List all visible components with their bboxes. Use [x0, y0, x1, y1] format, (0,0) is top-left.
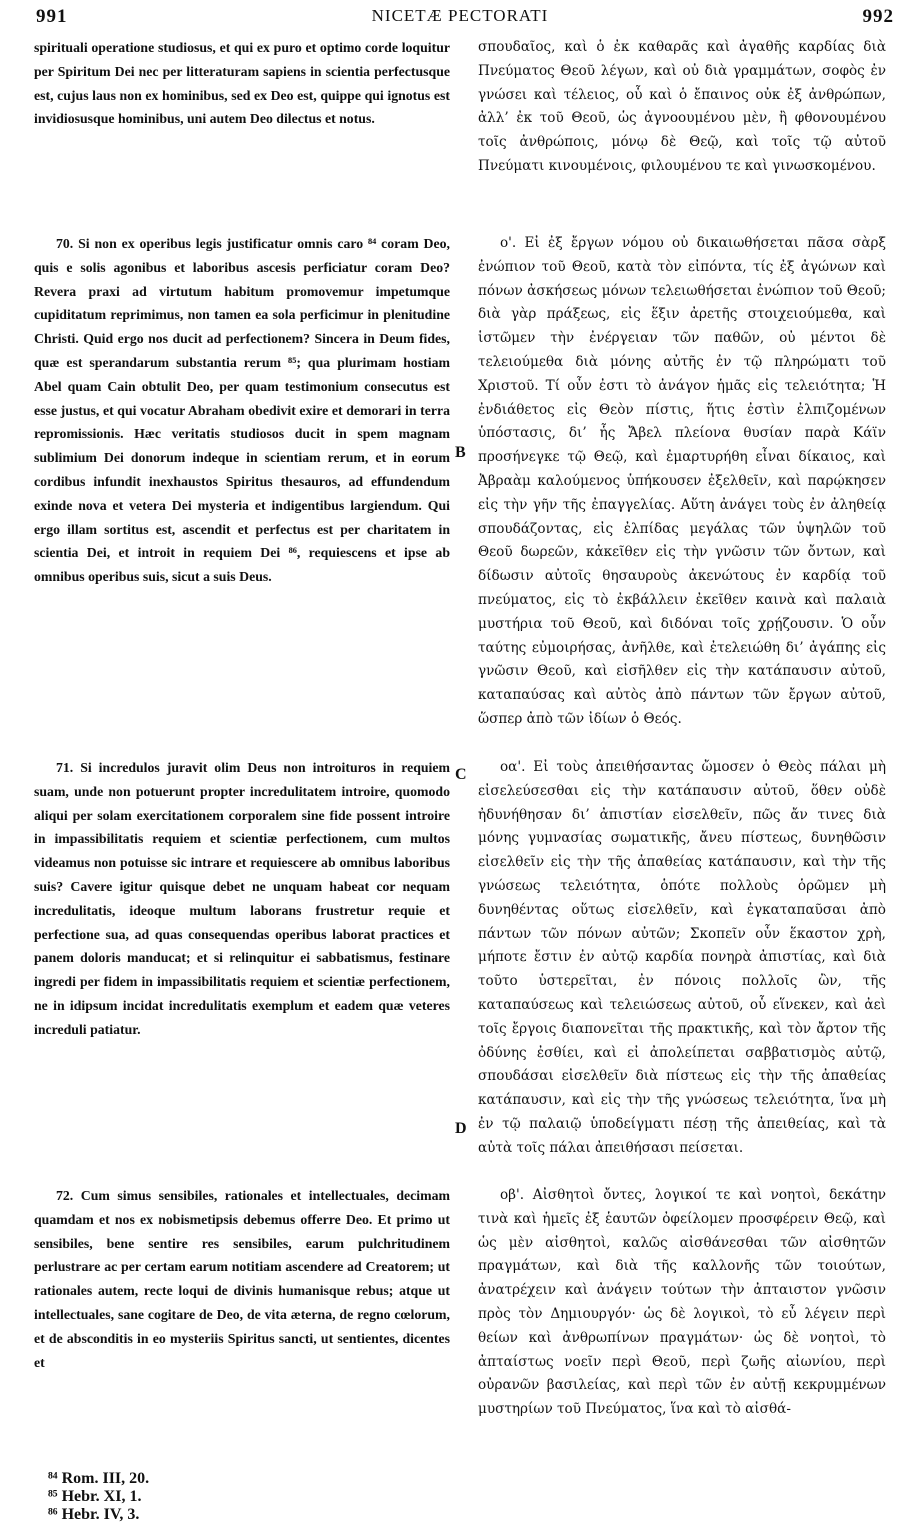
margin-letter-b: B: [455, 444, 466, 461]
greek-paragraph-intro: σπουδαῖος, καὶ ὁ ἐκ καθαρᾶς καὶ ἀγαθῆς καρδίας διὰ Πνεύματος Θεοῦ λέγων, καὶ οὐ διὰ γραμμάτων, σοφὸς ἐν γνώσει καὶ τέλειος, οὗ καὶ ὁ ἔπαινος οὐκ ἐξ ἀνθρώπων, ἀλλ’ ἐκ τοῦ Θεοῦ, ὡς ἀγνοουμένου μὲν, ἢ φθονουμένου τοῖς ἀνθρώποις, μόνῳ δὲ Θεῷ, καὶ τοῖς τῷ αὐτοῦ Πνεύματι κινουμένοις, φιλουμένου τε καὶ γινωσκομένου.: [478, 39, 886, 174]
latin-column: [34, 36, 450, 1370]
running-title: NICETÆ PECTORATI: [371, 6, 549, 25]
footnote-85: ⁸⁵ Hebr. XI, 1.: [48, 1488, 142, 1505]
footnotes: [40, 1452, 540, 1524]
margin-letter-c: C: [455, 766, 467, 783]
greek-paragraph-72: οβ'. Αἰσθητοὶ ὄντες, λογικοί τε καὶ νοητοὶ, δεκάτην τινὰ καὶ ἡμεῖς ἐξ ἑαυτῶν ὀφείλομεν προσφέρειν Θεῷ, καὶ ὡς μὲν αἰσθητοὶ, καλῶς αἰσθάνεσθαι τῶν αἰσθητῶν πραγμάτων, καὶ διὰ τῆς καλλονῆς τῶν τοιούτων, ἀνατρέχειν καὶ ἀνάγειν τούτων τὴν ἀπταιστον γνῶσιν πρὸς τὸν Δημιουργόν· ὡς δὲ λογικοὶ, τὸ εὖ λέγειν περὶ θείων καὶ ἀνθρωπίνων πραγμάτων· ὡς δὲ νοητοὶ, τὸ ἀπταίστως νοεῖν περὶ Θεοῦ, περὶ ζωῆς αἰωνίου, περὶ οὐρανῶν βασιλείας, καὶ περὶ τῶν ἐν αὐτῇ κεκρυμμένων μυστηρίων τοῦ Πνεύματος, ἵνα καὶ τὸ αἰσθά-: [478, 1187, 886, 1418]
footnote-86: ⁸⁶ Hebr. IV, 3.: [48, 1506, 140, 1523]
greek-paragraph-70: ο'. Εἰ ἐξ ἔργων νόμου οὐ δικαιωθήσεται πᾶσα σὰρξ ἐνώπιον τοῦ Θεοῦ, κατὰ τὸν εἰπόντα, τίς ἐξ ἀγώνων καὶ πόνων ἀσκήσεως μόνων τελειωθήσεται ἐνώπιον τοῦ Θεοῦ; διὰ γὰρ πράξεως, εἰς ἕξιν ἀρετῆς στοιχειούμεθα, καὶ ἱστῶμεν τὴν ἐνέργειαν τῶν παθῶν, οὐ μέντοι δὲ τελειούμεθα διὰ μόνης αὐτῆς ἐν τῷ πληρώματι τοῦ Χριστοῦ. Τί οὖν ἐστι τὸ ἀνάγον ἡμᾶς εἰς τελειότητα; Ἡ ἐνδιάθετος εἰς Θεὸν πίστις, ἥτις ἐστὶν ἐλπιζομένων ὑπόστασις, δι’ ἧς Ἄβελ πλείονα θυσίαν παρὰ Κάϊν προσήνεγκε τῷ Θεῷ, καὶ ἐμαρτυρήθη εἶναι δίκαιος, καὶ Ἀβραὰμ καλούμενος ὑπήκουσεν ἐξελθεῖν, καὶ παρῴκησεν εἰς τὴν γῆν τῆς ἐπαγγελίας. Αὕτη ἀνάγει τοὺς ἐν ἀληθείᾳ σπουδάζοντας, εἰς ἐλπίδας μεγάλας τῶν ὑψηλῶν τοῦ Θεοῦ δωρεῶν, κἀκεῖθεν εἰς τὴν γνῶσιν τῶν ὄντων, καὶ δίδωσιν αὐτοῖς θησαυροὺς ἀκενώτους ἐν καρδίᾳ τοῦ πνεύματος, εἰς τὸ ἐκβάλλειν ἐκεῖθεν καινὰ καὶ παλαιὰ μυστήρια τοῦ Θεοῦ, καὶ διδόναι τοῖς χρῄζουσιν. Ὁ οὖν ταύτης εὐμοιρήσας, ἀνῆλθε, καὶ ἐτελειώθη δι’ ἀγάπης εἰς γνῶσιν Θεοῦ, καὶ εἰσῆλθεν εἰς τὴν κατάπαυσιν αὐτοῦ, καταπαύσας καὶ αὐτὸς ἀπὸ πάντων τῶν ἔργων αὐτοῦ, ὥσπερ ἀπὸ τῶν ἰδίων ὁ Θεός.: [478, 235, 886, 727]
latin-paragraph-70: 70. Si non ex operibus legis justificatur omnis caro ⁸⁴ coram Deo, quis e solis agonibus et laboribus ascesis perficiatur coram Deo? Revera praxi ad virtutum habitum promovemur impetumque cupiditatum reprimimus, non tamen ea sola perficimur in plenitudine Christi. Quid ergo nos ducit ad perfectionem? Sincera in Deum fides, quæ est sperandarum substantia rerum ⁸⁵; qua plurimam hostiam Abel quam Cain obtulit Deo, per quam testimonium consecutus est esse justus, et qui vocatur Abraham obedivit exire et demorari in terra repromissionis. Hæc veritatis studiosos ducit in spem magnam sublimium Dei donorum indeque in scientiam rerum, et in eorum cordibus infundit inexhaustos Spiritus thesauros, ad effundendum exinde nova et vetera Dei mysteria et indigentibus largiendum. Qui ergo illam sortitus est, ascendit et perfectus est per charitatem in scientia Dei, et introit in requiem Dei ⁸⁶, requiescens et ipse ab omnibus operibus suis, sicut a suis Deus.: [34, 236, 450, 585]
page-number-right: 992: [862, 6, 894, 27]
latin-paragraph-intro: spirituali operatione studiosus, et qui ex puro et optimo corde loquitur per Spiritum Dei nec per litteraturam sapiens in scientia perfectusque est, cujus laus non ex hominibus, sed ex Deo est, quippe qui ignotus est invidiosusque hominibus, uni autem Deo dilectus et notus.: [34, 40, 450, 127]
page-number-left: 991: [36, 6, 68, 27]
page-header: [26, 6, 894, 30]
greek-paragraph-71: οα'. Εἰ τοὺς ἀπειθήσαντας ὤμοσεν ὁ Θεὸς πάλαι μὴ εἰσελεύσεσθαι εἰς τὴν κατάπαυσιν αὐτοῦ, ὅθεν οὐδὲ ἠδυνήθησαν δι’ ἀπιστίαν εἰσελθεῖν, πῶς ἄν τινες διὰ μόνης γυμνασίας σωματικῆς, ἄνευ πίστεως, δυνηθῶσιν εἰσελθεῖν εἰς τὴν τῆς ἀπαθείας κατάπαυσιν, καὶ τὴν τῆς γνώσεως τελειότητα, ὁπότε πολλοὺς ὁρῶμεν μὴ δυνηθέντας οὕτως εἰσελθεῖν, καὶ ἐγκαταπαῦσαι ἀπὸ πάντων τῶν πόνων αὐτῶν; Σκοπεῖν οὖν ἕκαστον χρὴ, μήποτε ἔστιν ἐν αὐτῷ καρδία πονηρὰ ἀπιστίας, καὶ διὰ τοῦτο ὑστερεῖται, ἐν πόνοις πολλοῖς ὢν, τῆς καταπαύσεως καὶ τελειώσεως αὐτοῦ, οὗ εἵνεκεν, καὶ ἀεὶ τοῖς ἔργοις διαπονεῖται τῆς πρακτικῆς, καὶ τὸν ἄρτον τῆς ὀδύνης ἐσθίει, καὶ εἰ ἀπολείπεται σαββατισμὸς αὐτῷ, σπουδάσαι εἰσελθεῖν διὰ πίστεως εἰς τὴν τῆς ἀπαθείας κατάπαυσιν, καὶ εἰς τὴν τῆς γνώσεως τελειότητα, ἵνα μὴ ἐν τῷ παλαιῷ ὑποδείγματι πέσῃ τῆς ἀπειθείας, καὶ τὰ αὐτὰ τοῖς πάλαι ἀπειθήσασι πείσεται.: [478, 759, 886, 1156]
footnote-84: ⁸⁴ Rom. III, 20.: [48, 1470, 150, 1487]
margin-letter-d: D: [455, 1120, 467, 1137]
latin-paragraph-71: 71. Si incredulos juravit olim Deus non introituros in requiem suam, unde non potuerunt propter incredulitatem introire, quomodo aliqui per solam exercitationem corporalem sine fide possent introire in impassibilitatis requiem et scientiæ perfectionem, cum multos videamus non potuisse sic intrare et requiescere ab omnibus laboribus suis? Cavere igitur quisque debet ne unquam habeat cor nequam incredulitatis, ideoque multum laborans frustretur requie et perfectione sua, ad quas consequendas operibus laborat practices et panem doloris manducat; et si relinquitur ei sabbatismus, festinare ingredi per fidem in impassibilitatis requiem et scientiæ perfectionem, ne in idipsum incidat incredulitatis exemplum et eadem quæ veteres increduli patiatur.: [34, 760, 450, 1037]
latin-paragraph-72: 72. Cum simus sensibiles, rationales et intellectuales, decimam quamdam et nos ex nobismetipsis debemus offerre Deo. Et primo ut sensibiles, bene sentire res sensibiles, earum pulchritudinem perlustrare ac per certam earum notitiam ascendere ad Creatorem; ut rationales autem, recte loqui de divinis humanisque rebus; atque ut intellectuales, sane cogitare de Deo, de vita æterna, de regno cœlorum, et de absconditis in eo mysteriis Spiritus sancti, ut sentientes, dicentes et: [34, 1188, 450, 1370]
greek-column: [478, 36, 886, 1418]
